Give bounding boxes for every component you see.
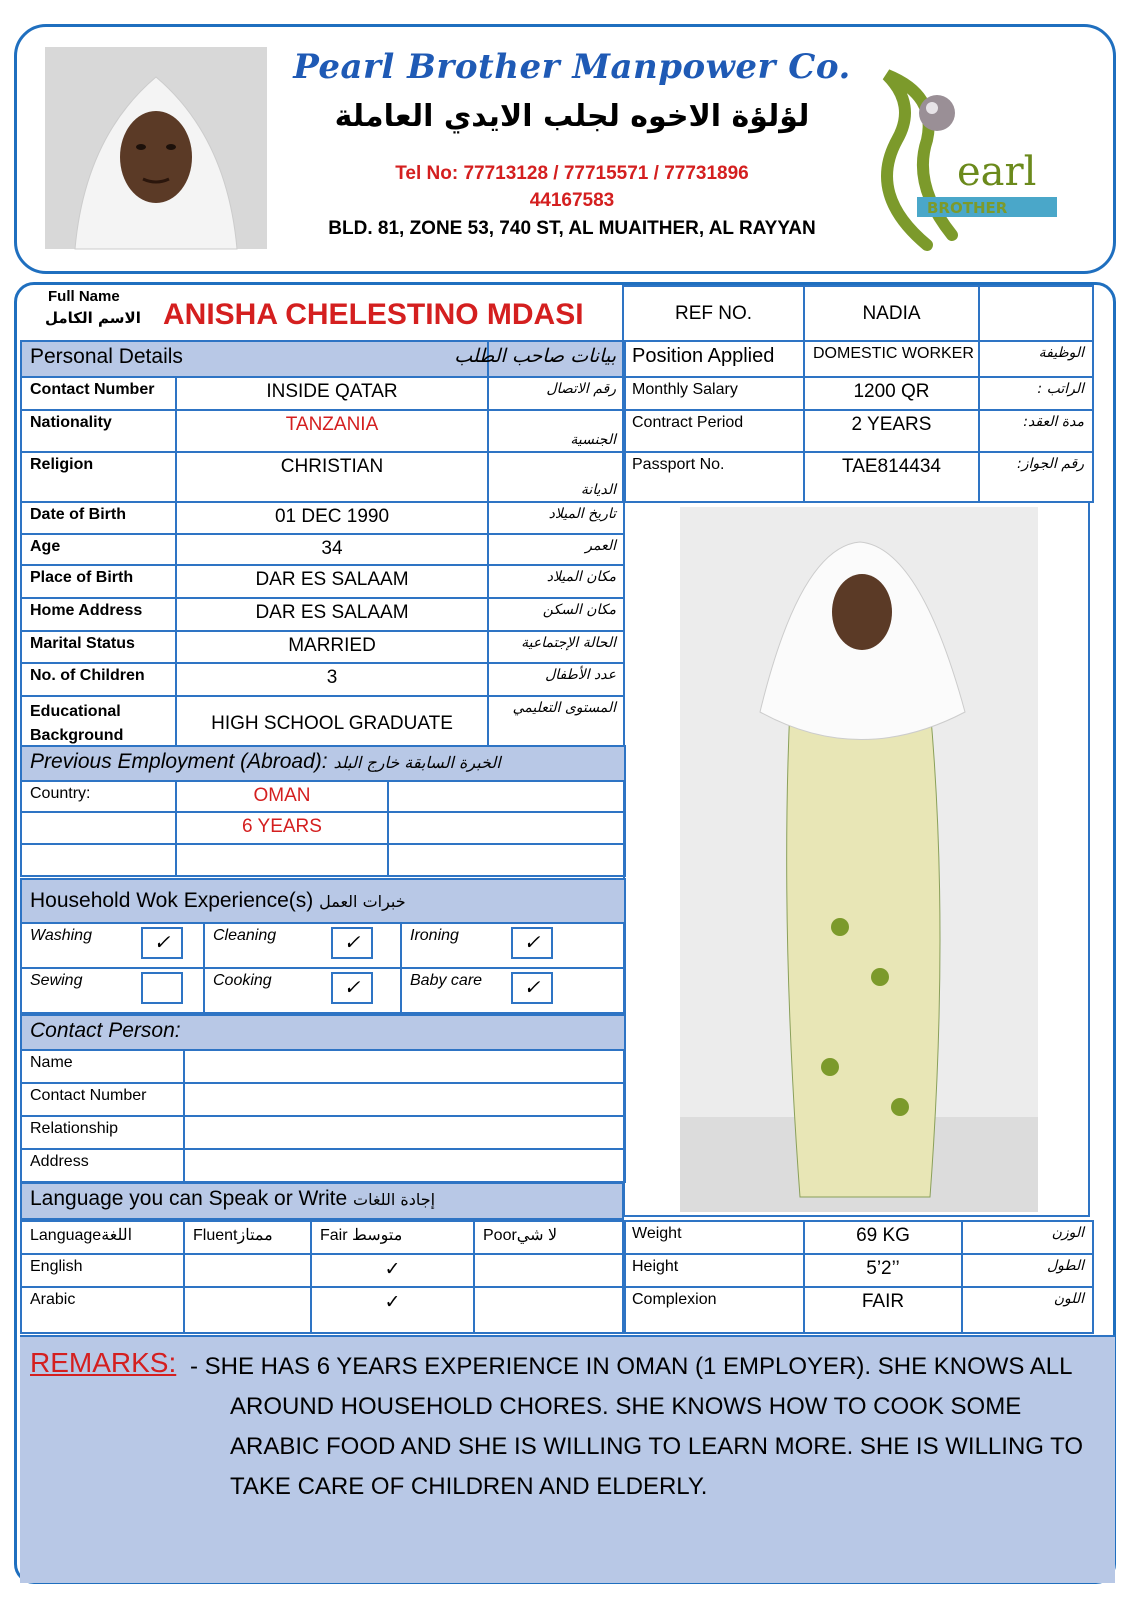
table-row — [21, 598, 625, 631]
date-of-birth-label: Date of Birth — [21, 502, 176, 534]
personal-details-table — [20, 340, 626, 753]
english-fluent — [184, 1254, 311, 1287]
remarks-label: REMARKS: — [30, 1347, 177, 1378]
children-label-arabic: عدد الأطفال — [488, 663, 625, 696]
marital-status-value: MARRIED — [176, 631, 488, 663]
language-arabic: Arabic — [21, 1287, 184, 1333]
language-header-fair: Fair متوسط — [311, 1221, 474, 1254]
position-applied-label-arabic: الوظيفة — [979, 341, 1093, 377]
contact-person-title: Contact Person: — [21, 1015, 625, 1050]
table-row — [623, 1287, 1093, 1333]
ref-no-extra — [979, 286, 1093, 341]
table-row — [21, 1149, 625, 1182]
pearl-brother-logo — [857, 45, 1077, 255]
home-address-label-arabic: مكان السكن — [488, 598, 625, 631]
contact-number-label: Contact Number — [21, 377, 176, 410]
logo-text-pearl: earl — [957, 149, 1037, 195]
personal-details-header — [21, 341, 488, 377]
table-row — [623, 410, 1093, 452]
passport-no-label: Passport No. — [623, 452, 804, 502]
table-row — [21, 1083, 625, 1116]
baby-care-label: Baby care — [410, 972, 483, 989]
telephone-number-extra: 44167583 — [529, 190, 615, 211]
table-row — [21, 1221, 625, 1254]
table-row — [21, 452, 625, 502]
contact-number-label: Contact Number — [21, 1083, 184, 1116]
empty-cell — [21, 844, 176, 876]
contact-name-label: Name — [21, 1050, 184, 1083]
passport-no-label-arabic: رقم الجواز: — [979, 452, 1093, 502]
english-fair: ✓ — [311, 1254, 474, 1287]
contact-number-value: INSIDE QATAR — [176, 377, 488, 410]
cleaning-checkbox[interactable]: ✓ — [331, 927, 373, 959]
washing-cell — [21, 923, 204, 968]
table-row — [21, 534, 625, 565]
nationality-label: Nationality — [21, 410, 176, 452]
children-value: 3 — [176, 663, 488, 696]
table-row — [21, 781, 625, 812]
contact-person-table — [20, 1014, 626, 1183]
marital-status-label: Marital Status — [21, 631, 176, 663]
language-header — [20, 1182, 624, 1220]
cooking-label: Cooking — [213, 972, 272, 989]
ref-no-value: NADIA — [804, 286, 979, 341]
full-body-photo-frame — [623, 501, 1090, 1217]
arabic-poor — [474, 1287, 625, 1333]
washing-label: Washing — [30, 927, 92, 944]
complexion-value: FAIR — [804, 1287, 962, 1333]
relationship-value[interactable] — [184, 1116, 625, 1149]
age-label-arabic: العمر — [488, 534, 625, 565]
applicant-portrait-photo — [45, 47, 267, 249]
place-of-birth-label: Place of Birth — [21, 565, 176, 598]
contract-period-label-arabic: مدة العقد: — [979, 410, 1093, 452]
years-value: 6 YEARS — [176, 812, 388, 844]
contact-address-label: Address — [21, 1149, 184, 1182]
language-header-language: Languageاللغة — [21, 1221, 184, 1254]
full-name-label: Full Name — [48, 288, 120, 305]
date-of-birth-value: 01 DEC 1990 — [176, 502, 488, 534]
education-value: HIGH SCHOOL GRADUATE — [176, 696, 488, 752]
height-value: 5’2’’ — [804, 1254, 962, 1287]
monthly-salary-value: 1200 QR — [804, 377, 979, 410]
complexion-label-arabic: اللون — [962, 1287, 1093, 1333]
place-of-birth-label-arabic: مكان الميلاد — [488, 565, 625, 598]
cooking-checkbox[interactable]: ✓ — [331, 972, 373, 1004]
table-row — [21, 565, 625, 598]
children-label: No. of Children — [21, 663, 176, 696]
religion-label-arabic: الديانة — [488, 452, 625, 502]
application-form — [14, 282, 1116, 1584]
marital-status-label-arabic: الحالة الإجتماعية — [488, 631, 625, 663]
table-row — [623, 452, 1093, 502]
previous-employment-title: Previous Employment (Abroad): — [30, 750, 328, 773]
remarks-text — [190, 1347, 1090, 1507]
full-name-value: ANISHA CHELESTINO MDASI — [163, 298, 584, 331]
position-table — [622, 285, 1094, 503]
table-row — [623, 1254, 1093, 1287]
table-row — [623, 341, 1093, 377]
arabic-fluent — [184, 1287, 311, 1333]
age-label: Age — [21, 534, 176, 565]
company-name: Pearl Brother Manpower Co. — [293, 47, 851, 87]
contact-number-label-arabic: رقم الاتصال — [488, 377, 625, 410]
empty-cell — [388, 844, 625, 876]
language-title: Language you can Speak or Write — [30, 1187, 348, 1210]
home-address-value: DAR ES SALAAM — [176, 598, 488, 631]
full-name-cell — [20, 285, 622, 340]
personal-details-title: Personal Details — [30, 345, 183, 368]
table-row — [21, 1287, 625, 1333]
company-name-arabic: لؤلؤة الاخوه لجلب الايدي العاملة — [334, 99, 810, 134]
age-value: 34 — [176, 534, 488, 565]
passport-no-value: TAE814434 — [804, 452, 979, 502]
table-row — [21, 502, 625, 534]
language-table — [20, 1220, 626, 1334]
empty-cell — [176, 844, 388, 876]
nationality-value: TANZANIA — [176, 410, 488, 452]
full-name-label-arabic: الاسم الكامل — [45, 309, 141, 327]
cooking-cell — [204, 968, 401, 1013]
table-row — [21, 844, 625, 876]
personal-details-title-arabic: بيانات صاحب الطلب — [488, 341, 625, 377]
country-label: Country: — [21, 781, 176, 812]
contact-number-value[interactable] — [184, 1083, 625, 1116]
language-header-poor: Poorلا شي — [474, 1221, 625, 1254]
position-applied-value: DOMESTIC WORKER — [804, 341, 979, 377]
weight-value: 69 KG — [804, 1221, 962, 1254]
height-label-arabic: الطول — [962, 1254, 1093, 1287]
weight-label-arabic: الوزن — [962, 1221, 1093, 1254]
table-row — [623, 286, 1093, 341]
telephone-numbers: Tel No: 77713128 / 77715571 / 77731896 — [395, 163, 749, 184]
ironing-label: Ironing — [410, 927, 459, 944]
baby-care-cell — [401, 968, 625, 1013]
remarks-continuation: AROUND HOUSEHOLD CHORES. SHE KNOWS HOW TO COOK SOME ARABIC FOOD AND SHE IS WILLING TO LEARN MORE. SHE IS WILLING TO TAKE CARE OF CHILDREN AND ELDERLY. — [230, 1393, 1084, 1500]
sewing-label: Sewing — [30, 972, 83, 989]
religion-label: Religion — [21, 452, 176, 502]
weight-label: Weight — [623, 1221, 804, 1254]
table-row — [21, 968, 625, 1013]
applicant-full-body-photo — [680, 507, 1038, 1212]
religion-value: CHRISTIAN — [176, 452, 488, 502]
nationality-label-arabic: الجنسية — [488, 410, 625, 452]
table-row — [21, 663, 625, 696]
complexion-label: Complexion — [623, 1287, 804, 1333]
date-of-birth-label-arabic: تاريخ الميلاد — [488, 502, 625, 534]
relationship-label: Relationship — [21, 1116, 184, 1149]
household-experience-table — [20, 878, 626, 1014]
contact-name-value[interactable] — [184, 1050, 625, 1083]
ironing-cell — [401, 923, 625, 968]
table-row — [21, 812, 625, 844]
home-address-label: Home Address — [21, 598, 176, 631]
place-of-birth-value: DAR ES SALAAM — [176, 565, 488, 598]
education-label: Educational Background — [21, 696, 176, 752]
years-extra — [388, 812, 625, 844]
language-title-arabic: إجادة اللغات — [353, 1190, 436, 1209]
height-label: Height — [623, 1254, 804, 1287]
country-value: OMAN — [176, 781, 388, 812]
previous-employment-title-arabic: الخبرة السابقة خارج البلد — [333, 753, 501, 772]
contact-address-value[interactable] — [184, 1149, 625, 1182]
table-row — [21, 696, 625, 752]
table-row — [21, 410, 625, 452]
cleaning-label: Cleaning — [213, 927, 277, 944]
table-row — [21, 1116, 625, 1149]
education-label-arabic: المستوى التعليمي — [488, 696, 625, 752]
english-poor — [474, 1254, 625, 1287]
language-english: English — [21, 1254, 184, 1287]
remarks-line-1: - SHE HAS 6 YEARS EXPERIENCE IN OMAN (1 EMPLOYER). SHE KNOWS ALL — [190, 1353, 1073, 1380]
cleaning-cell — [204, 923, 401, 968]
household-title-arabic: خبرات العمل — [319, 892, 406, 911]
ironing-checkbox[interactable]: ✓ — [511, 927, 553, 959]
table-row — [21, 631, 625, 663]
table-row — [21, 1254, 625, 1287]
table-row — [623, 1221, 1093, 1254]
baby-care-checkbox[interactable]: ✓ — [511, 972, 553, 1004]
table-row — [21, 1050, 625, 1083]
washing-checkbox[interactable]: ✓ — [141, 927, 183, 959]
monthly-salary-label-arabic: الراتب : — [979, 377, 1093, 410]
company-address: BLD. 81, ZONE 53, 740 ST, AL MUAITHER, AL RAYYAN — [328, 218, 816, 239]
remarks-section — [20, 1335, 1115, 1583]
country-extra — [388, 781, 625, 812]
sewing-checkbox[interactable] — [141, 972, 183, 1004]
table-row — [21, 923, 625, 968]
arabic-fair: ✓ — [311, 1287, 474, 1333]
header — [14, 24, 1116, 274]
years-label — [21, 812, 176, 844]
ref-no-label: REF NO. — [623, 286, 804, 341]
table-row — [623, 377, 1093, 410]
previous-employment-header — [21, 746, 625, 781]
previous-employment-table — [20, 745, 626, 877]
sewing-cell — [21, 968, 204, 1013]
table-row — [21, 377, 625, 410]
position-applied-label: Position Applied — [623, 341, 804, 377]
monthly-salary-label: Monthly Salary — [623, 377, 804, 410]
logo-text-brother: BROTHER — [927, 199, 1008, 217]
household-title: Household Wok Experience(s) — [30, 889, 314, 912]
household-header — [21, 879, 625, 923]
language-header-fluent: Fluentممتاز — [184, 1221, 311, 1254]
contract-period-label: Contract Period — [623, 410, 804, 452]
physical-table — [622, 1220, 1094, 1334]
contract-period-value: 2 YEARS — [804, 410, 979, 452]
